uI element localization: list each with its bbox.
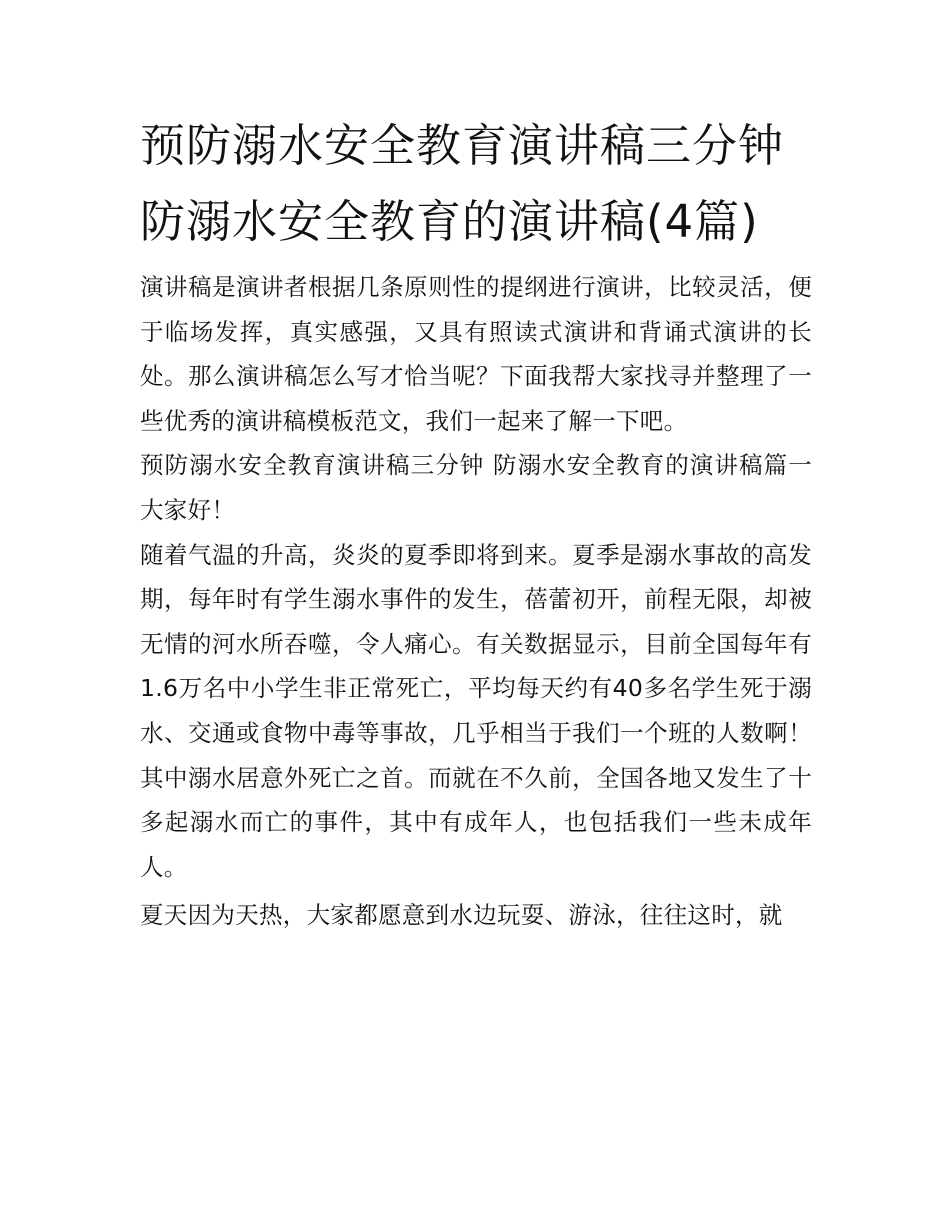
section-heading-paragraph: 预防溺水安全教育演讲稿三分钟 防溺水安全教育的演讲稿篇一 大家好！ bbox=[140, 451, 812, 524]
intro-paragraph: 演讲稿是演讲者根据几条原则性的提纲进行演讲，比较灵活，便于临场发挥，真实感强，又具有照读式演讲和背诵式演讲的长处。那么演讲稿怎么写才恰当呢？下面我帮大家找寻并整理了一些优秀的演讲稿模板范文，我们一起来了解一下吧。 bbox=[140, 273, 812, 435]
body-paragraph: 随着气温的升高，炎炎的夏季即将到来。夏季是溺水事故的高发期，每年时有学生溺水事件的发生，蓓蕾初开，前程无限，却被无情的河水所吞噬，令人痛心。有关数据显示，目前全国每年有1.6万名中小学生非正常死亡，平均每天约有40多名学生死于溺水、交通或食物中毒等事故，几乎相当于我们一个班的人数啊！其中溺水居意外死亡之首。而就在不久前，全国各地又发生了十多起溺水而亡的事件，其中有成年人，也包括我们一些未成年人。 bbox=[140, 540, 812, 881]
body-paragraph: 夏天因为天热，大家都愿意到水边玩耍、游泳，往往这时，就 bbox=[140, 901, 783, 930]
document-title: 预防溺水安全教育演讲稿三分钟 防溺水安全教育的演讲稿(4篇) bbox=[140, 119, 785, 248]
document-page bbox=[140, 108, 812, 938]
